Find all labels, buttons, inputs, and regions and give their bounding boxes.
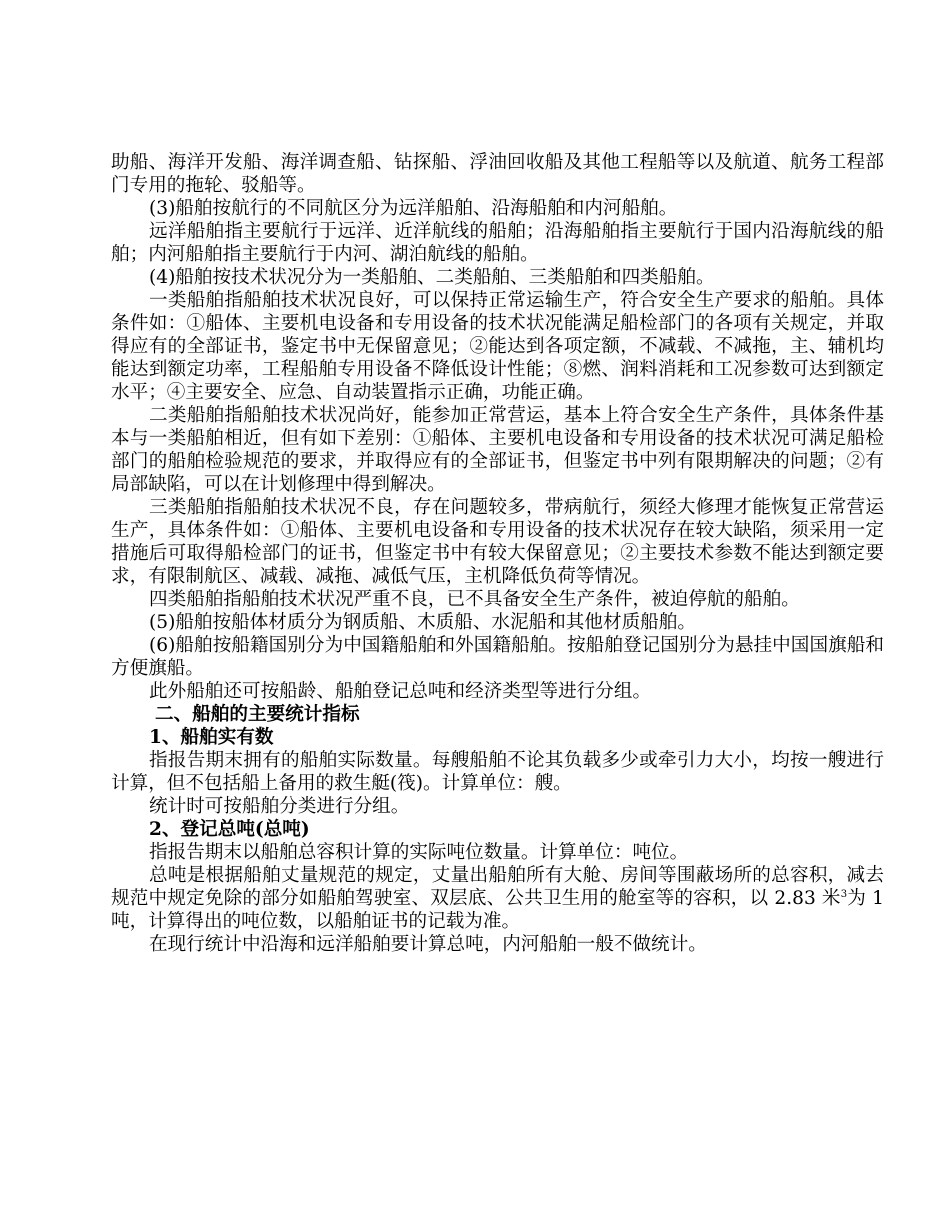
paragraph-1: 助船、海洋开发船、海洋调查船、钻探船、浮油回收船及其他工程船等以及航道、航务工程部门专用的拖轮、驳船等。: [111, 152, 884, 196]
paragraph-9: (5)船舶按船体材质分为钢质船、木质船、水泥船和其他材质船舶。: [149, 612, 696, 633]
paragraph-3: 远洋船舶指主要航行于远洋、近洋航线的船舶；沿海船舶指主要航行于国内沿海航线的船舶；内河船舶指主要航行于内河、湖泊航线的船舶。: [111, 221, 884, 265]
paragraph-14: 指报告期末以船舶总容积计算的实际吨位数量。计算单位：吨位。: [149, 842, 689, 863]
paragraph-15-text: 总吨是根据船舶丈量规范的规定，丈量出船舶所有大舱、房间等围蔽场所的总容积，减去规范中规定免除的部分如船舶驾驶室、双层底、公共卫生用的舱室等的容积，以 2.83 米: [111, 865, 884, 909]
paragraph-6: 二类船舶指船舶技术状况尚好，能参加正常营运，基本上符合安全生产条件，具体条件基本与一类船舶相近，但有如下差别：①船体、主要机电设备和专用设备的技术状况可满足船检部门的船舶检验规范的要求，并取得应有的全部证书，但鉴定书中列有限期解决的问题；②有局部缺陷，可以在计划修理中得到解决。: [111, 405, 884, 495]
paragraph-11: 此外船舶还可按船龄、船舶登记总吨和经济类型等进行分组。: [149, 681, 652, 702]
paragraph-7: 三类船舶指船舶技术状况不良，存在问题较多，带病航行，须经大修理才能恢复正常营运生产，具体条件如：①船体、主要机电设备和专用设备的技术状况存在较大缺陷，须采用一定措施后可取得船检部门的证书，但鉴定书中有较大保留意见；②主要技术参数不能达到额定要求，有限制航区、减载、减拖、减低气压，主机降低负荷等情况。: [111, 497, 884, 587]
paragraph-12: 指报告期末拥有的船舶实际数量。每艘船舶不论其负载多少或牵引力大小，均按一艘进行计算，但不包括船上备用的救生艇(筏)。计算单位：艘。: [111, 750, 884, 794]
document-page: [111, 151, 884, 956]
paragraph-8: 四类船舶指船舶技术状况严重不良，已不具备安全生产条件，被迫停航的船舶。: [149, 589, 800, 610]
paragraph-5: 一类船舶指船舶技术状况良好，可以保持正常运输生产，符合安全生产要求的船舶。具体条件如：①船体、主要机电设备和专用设备的技术状况能满足船检部门的各项有关规定，并取得应有的全部证书，鉴定书中无保留意见；②能达到各项定额，不减载、不减拖，主、辅机均能达到额定功率，工程船舶专用设备不降低设计性能；⑧燃、润料消耗和工况参数可达到额定水平；④主要安全、应急、自动装置指示正确，功能正确。: [111, 290, 884, 403]
paragraph-15: [111, 864, 884, 933]
section-heading: 二、船舶的主要统计指标: [155, 704, 360, 725]
paragraph-10: (6)船舶按船籍国别分为中国籍船舶和外国籍船舶。按船舶登记国别分为悬挂中国国旗船和方便旗船。: [111, 635, 884, 679]
paragraph-2: (3)船舶按航行的不同航区分为远洋船舶、沿海船舶和内河船舶。: [149, 198, 678, 219]
paragraph-16: 在现行统计中沿海和远洋船舶要计算总吨，内河船舶一般不做统计。: [149, 934, 707, 955]
superscript-3: 3: [840, 888, 848, 900]
paragraph-13: 统计时可按船舶分类进行分组。: [149, 796, 410, 817]
subsection-heading-1: 1、船舶实有数: [149, 727, 274, 748]
paragraph-15-after: 为 1 吨，计算得出的吨位数，以船舶证书的记载为准。: [111, 888, 884, 932]
subsection-heading-2: 2、登记总吨(总吨): [149, 819, 310, 840]
paragraph-4: (4)船舶按技术状况分为一类船舶、二类船舶、三类船舶和四类船舶。: [149, 267, 715, 288]
